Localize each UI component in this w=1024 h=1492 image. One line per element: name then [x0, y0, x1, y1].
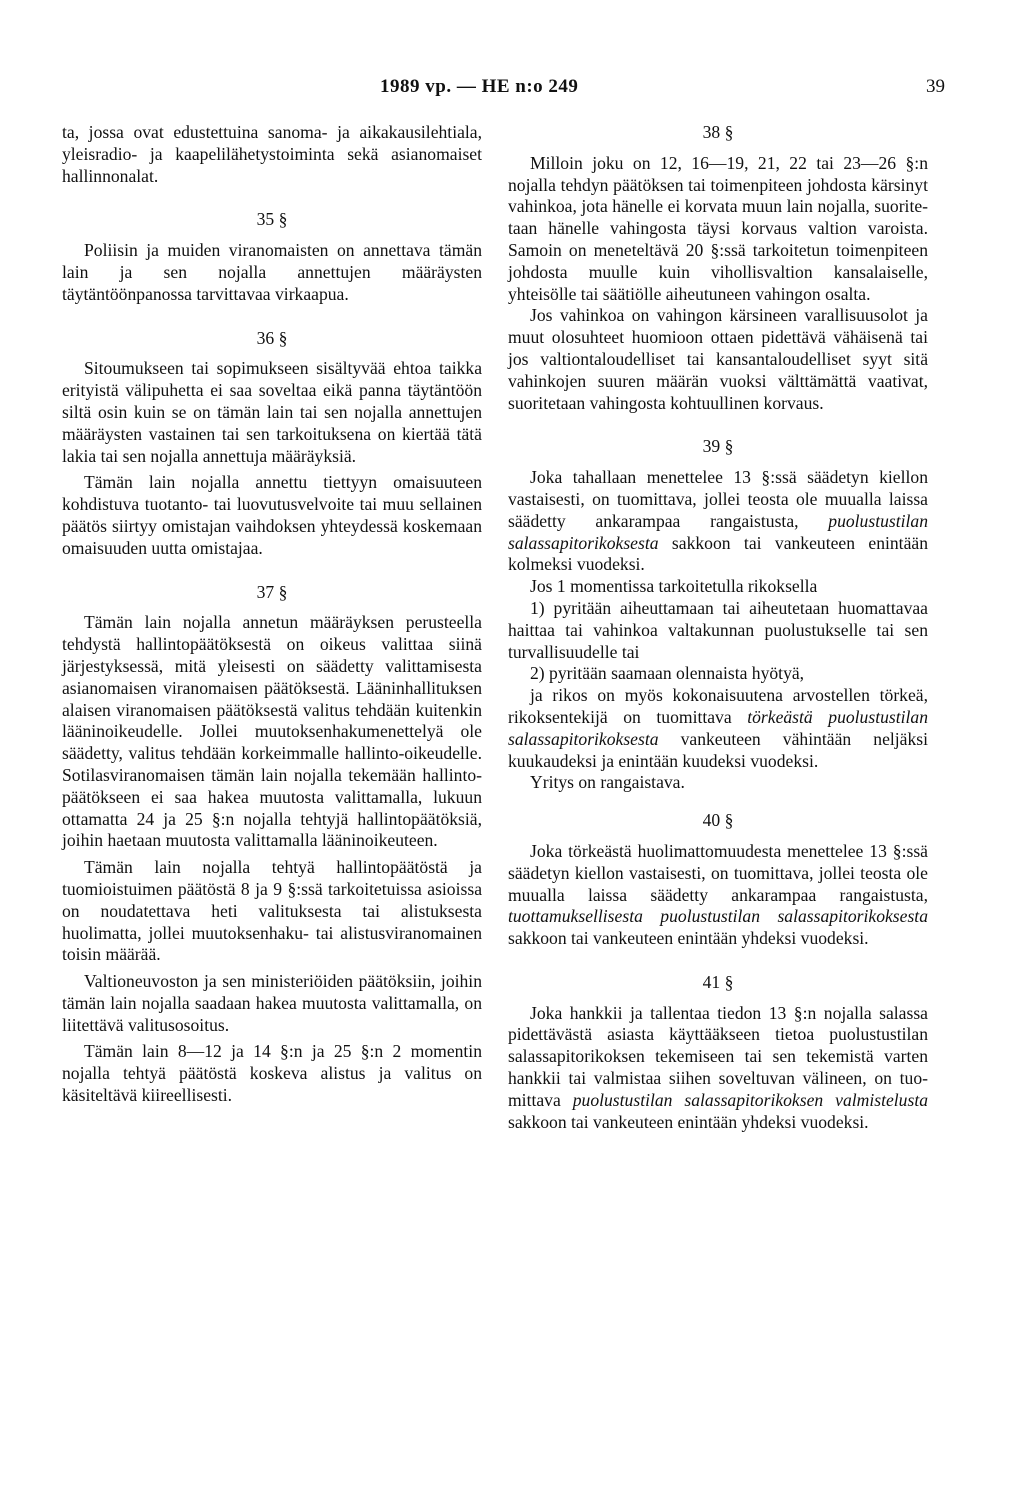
page-header — [0, 76, 1024, 102]
section-39-item-2: 2) pyritään saamaan olennaista hyötyä, — [530, 663, 805, 684]
section-37-paragraph-2: Tämän lain nojalla tehtyä hallintopäätöstä ja tuomioistuimen päätöstä 8 ja 9 §:ssä tarkoitetuissa asioissa on noudatettava heti valituksesta tai alistuksesta huolimatta, jollei muutoksenhaku- tai alistusviranomainen toisin määrää. — [62, 857, 482, 965]
text-run: Joka tahallaan menettelee 13 §:ssä säädetyn kiellon vastaisesti, on tuomittava, jollei teosta ole muualla laissa säädetty ankarampaa rangaistusta, — [508, 467, 928, 531]
section-39-item-1: 1) pyritään aiheuttamaan tai aiheutetaan huomattavaa haittaa tai vahinkoa valtakunnan puolustukselle tai sen turvallisuudelle tai — [508, 597, 928, 662]
text-run: Joka törkeästä huolimattomuudesta menettelee 13 §:ssä säädetyn kiellon vastaisesti, on tuomittava, jollei teosta ole muualla laissa säädetty ankarampaa rangaistusta, — [508, 840, 928, 905]
text-run: sakkoon tai vankeuteen enintään yhdeksi vuodeksi. — [508, 928, 869, 949]
section-heading-38: 38 § — [702, 122, 734, 142]
section-heading-35: 35 § — [256, 209, 288, 230]
section-37-paragraph-4: Tämän lain 8—12 ja 14 §:n ja 25 §:n 2 momentin nojalla tehtyä päätöstä koskeva alistus ja valitus on käsiteltävä kiireellisesti. — [62, 1041, 482, 1106]
paragraph-continuation: ta, jossa ovat edustettuina sanoma- ja aikakausilehtiala, yleisradio- ja kaapelilähetystoiminta sekä asianomaiset hallinnonalat. — [62, 122, 482, 186]
section-41-text — [508, 1003, 928, 1134]
section-36-paragraph-1: Sitoumukseen tai sopimukseen sisältyvää ehtoa taikka erityistä välipuhetta ei saa soveltaa eikä panna täytäntöön siltä osin kuin se on tämän lain tai sen nojalla annettujen määräysten vastainen tai sen tarkoituksena on kiertää tätä lakia tai sen nojalla annettuja määräyksiä. — [62, 358, 482, 466]
section-heading-37: 37 § — [256, 581, 288, 602]
text-run: sakkoon tai vankeuteen enintään kolmeksi vuodeksi. — [508, 532, 928, 575]
page-number: 39 — [926, 76, 945, 97]
section-heading-36: 36 § — [256, 327, 288, 348]
section-35-text: Poliisin ja muiden viranomaisten on annettava tämän lain ja sen nojalla annettujen määräysten täytäntöönpanossa tarvittavaa virkaapua. — [62, 240, 482, 304]
section-37-paragraph-3: Valtioneuvoston ja sen ministeriöiden päätöksiin, joihin tämän lain nojalla saadaan hakea muutosta valittamalla, on liitettävä valitusosoitus. — [62, 971, 482, 1035]
text-run: Joka hankkii ja tallentaa tiedon 13 §:n nojalla salassa pidettävästä asiasta käyttääkseen tietoa puolustustilan salassapitorikoksen tekemiseen tai sen tekemistä varten hankkii tai valmistaa siihen soveltuvan välineen, on tuomittava — [508, 1002, 928, 1110]
section-39-paragraph-4: Yritys on rangaistava. — [530, 772, 685, 793]
section-heading-41: 41 § — [702, 971, 734, 992]
section-37-paragraph-1: Tämän lain nojalla annetun määräyksen perusteella tehdystä hallintopäätöksestä on oikeus valittaa siinä järjestyksessä, mitä yleisesti on säädetty valittamisesta asianomaisen viranomaisen päätöksestä. Lääninhallituksen alaisen viranomaisen päätöksestä valitus tehdään kuitenkin lääninoikeudelle. Jollei muutoksenhakumenettelyä ole säädetty, valitus tehdään korkeimmalle hallinto-oikeudelle. Sotilasviranomaisen tämän lain nojalla tekemään hallintopäätökseen ei saa hakea muutosta valittamalla, lukuun ottamatta 24 ja 25 §:n nojalla tehtyjä hallintopäätöksiä, joihin haetaan muutosta valittamalla lääninoikeuteen. — [62, 612, 482, 851]
italic-term: puolustustilan salassapitorikoksesta — [508, 510, 928, 553]
section-38-paragraph-1: Milloin joku on 12, 16—19, 21, 22 tai 23—26 §:n nojalla tehdyn päätöksen tai toimenpiteen johdosta kärsinyt vahinkoa, jota hänelle ei korvata muun lain nojalla, suoritetaan hänelle vahingosta täysi korvaus valtion varoista. Samoin on meneteltävä 20 §:ssä tarkoitetun toimenpiteen johdosta muulle kuin vihollisvaltion kansalaiselle, yhteisölle tai säätiölle aiheutuneen vahingon osalta. — [508, 152, 928, 304]
italic-term: tuottamuksellisesta puolustustilan salassapitorikoksesta — [508, 906, 928, 927]
section-40-text — [508, 841, 928, 950]
italic-term: törkeästä puolustustilan salassapitorikoksesta — [508, 706, 928, 749]
left-column — [62, 122, 482, 1107]
text-run: vankeuteen vähintään neljäksi kuukaudeksi ja enintään kuudeksi vuodeksi. — [508, 728, 928, 771]
text-run: ja rikos on myös kokonaisuutena arvostellen törkeä, rikoksentekijä on tuomittava — [508, 685, 928, 727]
section-39-paragraph-3 — [508, 685, 928, 772]
section-39-paragraph-1 — [508, 467, 928, 576]
text-run: sakkoon tai vankeuteen enintään yhdeksi vuodeksi. — [508, 1111, 869, 1132]
italic-term: puolustustilan salassapitorikoksen valmistelusta — [572, 1089, 928, 1110]
section-38-paragraph-2: Jos vahinkoa on vahingon kärsineen varallisuusolot ja muut olosuhteet huomioon ottaen pidettävä vähäisenä tai jos valtiontaloudelliset tai kansantaloudelliset syyt sitä vahinkojen suuren määrän vuoksi välttämättä vaativat, suoritetaan vahingosta kohtuullinen korvaus. — [508, 305, 928, 413]
section-heading-40: 40 § — [702, 810, 734, 831]
section-heading-39: 39 § — [702, 436, 734, 457]
right-column — [508, 122, 928, 1133]
document-title: 1989 vp. — HE n:o 249 — [380, 76, 579, 97]
section-39-paragraph-2: Jos 1 momentissa tarkoitetulla rikoksella — [530, 576, 818, 597]
section-36-paragraph-2: Tämän lain nojalla annettu tiettyyn omaisuuteen kohdistuva tuotanto- tai luovutusvelvoite tai muu sellainen päätös siirtyy omistajan vaihdoksen yhteydessä koskemaan omaisuuden uutta omistajaa. — [62, 472, 482, 558]
